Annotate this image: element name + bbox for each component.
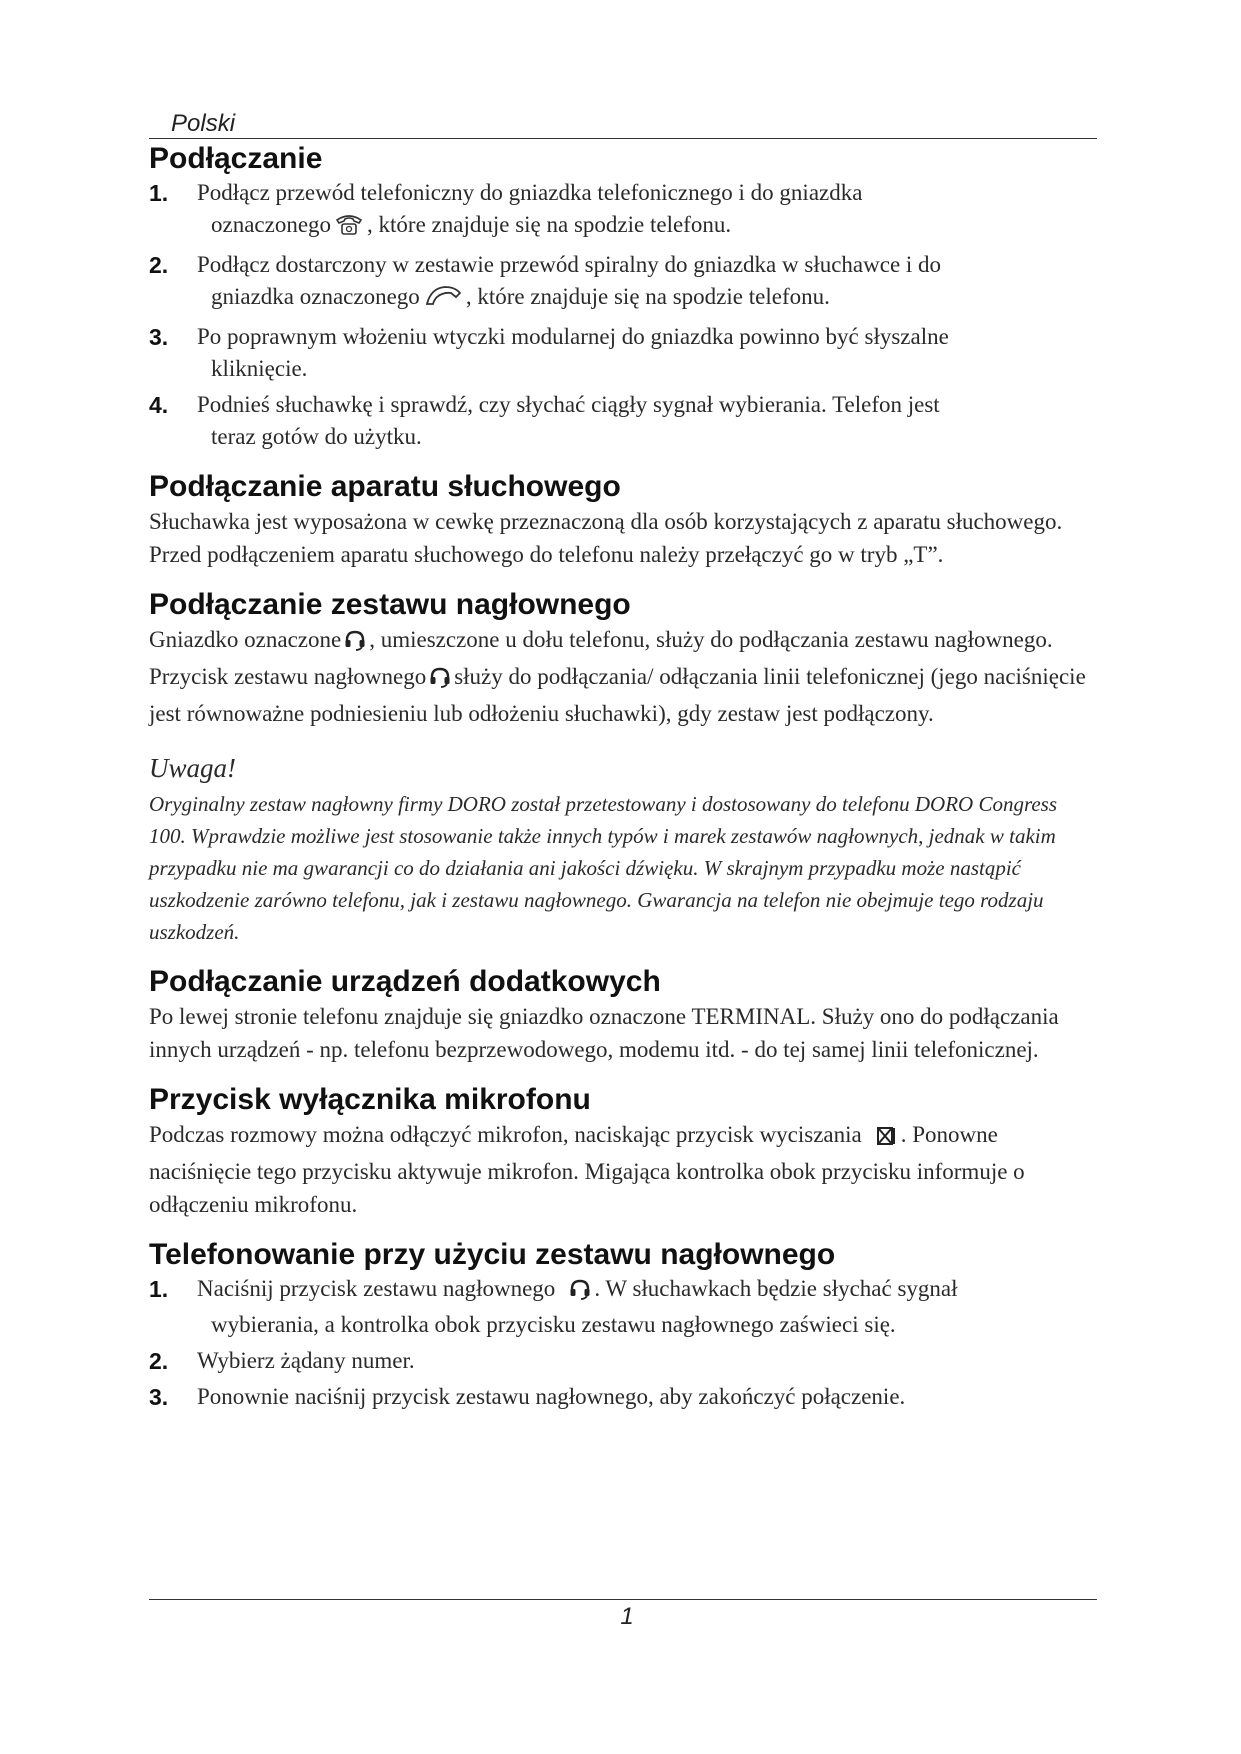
step-number: 1. bbox=[149, 1276, 169, 1302]
page-content bbox=[149, 110, 1097, 1417]
step-number: 3. bbox=[149, 324, 169, 350]
language-label: Polski bbox=[171, 110, 236, 137]
list-item: 4. Podnieś słuchawkę i sprawdź, czy słychać ciągły sygnał wybierania. Telefon jest teraz gotów do użytku. bbox=[149, 389, 1097, 453]
note-title: Uwaga! bbox=[149, 753, 236, 783]
note-text: Oryginalny zestaw nagłowny firmy DORO został przetestowany i dostosowany do telefonu DORO Congress 100. Wprawdzie możliwe jest stosowanie także innych typów i marek zestawów nagłownych, jednak w takim przypadku nie ma gwarancji co do działania ani jakości dźwięku. W skrajnym przypadku może nastąpić uszkodzenie zarówno telefonu, jak i zestawu nagłownego. Gwarancja na telefon nie obejmuje tego rodzaju uszkodzeń. bbox=[149, 792, 1058, 944]
mute-icon bbox=[876, 1122, 898, 1155]
handset-icon bbox=[423, 284, 463, 317]
headset-text: Gniazdko oznaczone , umieszczone u dołu telefonu, służy do podłączania zestawu nagłownego. Przycisk zestawu nagłownego służy do podłączania/ odłączania linii telefonicznej (jego naciśnięcie jest równoważne podniesieniu lub odłożeniu słuchawki), gdy zestaw jest podłączony. bbox=[149, 627, 1086, 726]
accessories-text: Po lewej stronie telefonu znajduje się gniazdko oznaczone TERMINAL. Służy ono do podłączania innych urządzeń - np. telefonu bezprzewodowego, modemu itd. - do tej samej linii telefonicznej. bbox=[149, 1004, 1059, 1062]
mute-text: Podczas rozmowy można odłączyć mikrofon, naciskając przycisk wyciszania . Ponowne naciśnięcie tego przycisku aktywuje mikrofon. Migająca kontrolka obok przycisku informuje o odłączeniu mikrofonu. bbox=[149, 1122, 1025, 1217]
step-number: 2. bbox=[149, 252, 169, 278]
step-number: 4. bbox=[149, 392, 169, 418]
hearing-aid-text: Słuchawka jest wyposażona w cewkę przeznaczoną dla osób korzystających z aparatu słuchowego. Przed podłączeniem aparatu słuchowego do telefonu należy przełączyć go w tryb „T”. bbox=[149, 509, 1063, 567]
step-number: 2. bbox=[149, 1348, 169, 1374]
section-title-hearing-aid: Podłączanie aparatu słuchowego bbox=[149, 470, 621, 503]
list-item: 1. Podłącz przewód telefoniczny do gniazdka telefonicznego i do gniazdka oznaczonego , które znajduje się na spodzie telefonu. bbox=[149, 177, 1097, 245]
list-item: 2. Wybierz żądany numer. bbox=[149, 1345, 1097, 1377]
headset-icon bbox=[569, 1277, 591, 1309]
footer-rule bbox=[149, 1599, 1097, 1600]
section-title-connect: Podłączanie bbox=[149, 142, 323, 175]
page-number: 1 bbox=[620, 1603, 634, 1630]
header-rule bbox=[149, 138, 1097, 139]
list-item: 3. Ponownie naciśnij przycisk zestawu nagłownego, aby zakończyć połączenie. bbox=[149, 1381, 1097, 1413]
headset-call-steps bbox=[149, 1273, 1097, 1413]
section-title-headset: Podłączanie zestawu nagłownego bbox=[149, 588, 631, 621]
headset-icon bbox=[344, 627, 366, 660]
section-title-accessories: Podłączanie urządzeń dodatkowych bbox=[149, 965, 661, 998]
step-number: 1. bbox=[149, 180, 169, 206]
list-item: 2. Podłącz dostarczony w zestawie przewód spiralny do gniazdka w słuchawce i do gniazdka oznaczonego , które znajduje się na spodzie telefonu. bbox=[149, 249, 1097, 317]
section-title-mute: Przycisk wyłącznika mikrofonu bbox=[149, 1083, 591, 1116]
list-item: 1. Naciśnij przycisk zestawu nagłownego . W słuchawkach będzie słychać sygnał wybierania, a kontrolka obok przycisku zestawu nagłownego zaświeci się. bbox=[149, 1273, 1097, 1341]
step-number: 3. bbox=[149, 1384, 169, 1410]
telephone-icon bbox=[334, 212, 364, 245]
list-item: 3. Po poprawnym włożeniu wtyczki modularnej do gniazdka powinno być słyszalne kliknięcie. bbox=[149, 321, 1097, 385]
headset-icon bbox=[429, 664, 451, 697]
connect-steps bbox=[149, 177, 1097, 453]
section-title-headset-calls: Telefonowanie przy użyciu zestawu nagłownego bbox=[149, 1238, 836, 1271]
